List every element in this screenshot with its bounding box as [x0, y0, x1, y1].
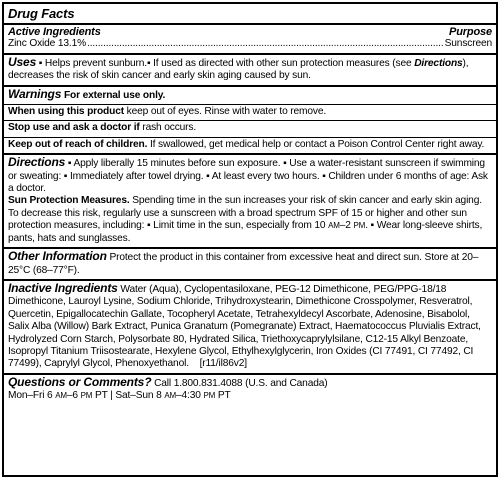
uses-heading: Uses	[8, 54, 37, 69]
questions-section	[4, 375, 496, 405]
drug-facts-panel	[2, 2, 498, 477]
when-using-row	[4, 105, 496, 121]
directions-text: ▪ Apply liberally 15 minutes before sun exposure. ▪ Use a water-resistant sunscreen if swimming or sweating: ▪ Immediately after towel drying. ▪ At least every two hours. ▪ Children under 6 months of age: Ask a doctor.	[8, 158, 488, 195]
when-using-label: When using this product	[8, 106, 124, 118]
active-ingredients-heading: Active Ingredients	[8, 26, 101, 38]
sun-protection-text-1: Spending time in the sun increases your risk of skin cancer and early skin aging. To decrease this risk, regularly use a sunscreen with a broad spectrum SPF of 15 or higher and other sun protection measures, including: ▪ Limit time in the sun, especially from 10	[8, 195, 482, 232]
warnings-subheading: For external use only.	[63, 89, 166, 101]
uses-directions-ref: Directions	[414, 57, 463, 69]
questions-heading: Questions or Comments?	[8, 374, 152, 389]
stop-use-label: Stop use and ask a doctor if	[8, 122, 140, 134]
other-information-section	[4, 249, 496, 281]
inactive-ingredients-section	[4, 281, 496, 375]
uses-text-2: ), decreases the risk of skin cancer and early skin aging caused by sun.	[8, 57, 469, 82]
active-ingredients-section	[4, 25, 496, 55]
dot-leader	[87, 38, 444, 50]
inactive-ingredients-text: Water (Aqua), Cyclopentasiloxane, PEG-12 Dimethicone, PEG/PPG-18/18 Dimethicone, Lauroyl Lysine, Sodium Chloride, Trihydroxystearin, Dimethicone Crosspolymer, Resveratrol, Quercetin, Epigallocatechin Gallate, Tocopheryl Acetate, Tetrahexyldecyl Ascorbate, Adenosine, Bisabolol, Salix Alba (Willow) Bark Extract, Punica Granatum (Pomegranate) Extract, Haematococcus Pluvialis Extract, Hydrolyzed Corn Starch, Polysorbate 80, Hydrated Silica, Triethoxycaprylylsilane, C12-15 Alkyl Benzoate, Isopropyl Titanium Triisostearate, Hexylene Glycol, Ethylhexylglycerin, Iron Oxides (CI 77491, CI 77492, CI 77499), Caprylyl Glycol, Phenoxyethanol.	[8, 283, 481, 370]
inactive-ingredients-heading: Inactive Ingredients	[8, 280, 118, 295]
keep-out-label: Keep out of reach of children.	[8, 138, 148, 150]
uses-section	[4, 55, 496, 87]
hours-dash-1: –6	[66, 390, 81, 402]
stop-use-row	[4, 121, 496, 137]
sun-protection-label: Sun Protection Measures.	[8, 195, 130, 207]
active-header-row	[8, 26, 492, 38]
stop-use-text: rash occurs.	[139, 122, 197, 134]
active-ingredient-name: Zinc Oxide 13.1%	[8, 38, 87, 50]
hours-dash-2: –4:30	[176, 390, 204, 402]
hours-weekday: Mon–Fri 6	[8, 390, 56, 402]
directions-heading: Directions	[8, 155, 66, 170]
inactive-ingredients-code: [r11/il86v2]	[199, 358, 247, 370]
other-information-text: Protect the product in this container from excessive heat and direct sun. Store at 20–25°C (68–77°F).	[8, 252, 479, 276]
hours-pm-2: PM	[203, 391, 216, 401]
hours-weekend: PT | Sat–Sun 8	[92, 390, 165, 402]
hours-am-1: AM	[55, 391, 67, 401]
hours-pm-1: PM	[80, 391, 93, 401]
when-using-text: keep out of eyes. Rinse with water to remove.	[123, 106, 327, 118]
active-ingredient-row	[8, 38, 492, 50]
time-dash: –2	[339, 220, 354, 232]
other-information-heading: Other Information	[8, 249, 107, 264]
questions-phone: Call 1.800.831.4088 (U.S. and Canada)	[151, 377, 328, 389]
keep-out-row	[4, 138, 496, 155]
warnings-heading: Warnings	[8, 86, 62, 101]
uses-text-1: ▪ Helps prevent sunburn.▪ If used as directed with other sun protection measures (see	[38, 57, 415, 69]
am-label: AM	[328, 221, 340, 231]
active-ingredient-purpose: Sunscreen	[444, 38, 492, 50]
sun-protection-text-2: . ▪ Wear long-sleeve shirts, pants, hats and sunglasses.	[8, 220, 483, 244]
purpose-heading: Purpose	[449, 26, 492, 38]
warnings-heading-row	[4, 87, 496, 105]
keep-out-text: If swallowed, get medical help or contact a Poison Control Center right away.	[147, 138, 485, 150]
hours-end: PT	[215, 390, 231, 402]
hours-am-2: AM	[164, 391, 177, 401]
directions-section	[4, 155, 496, 249]
drug-facts-title: Drug Facts	[4, 4, 496, 25]
pm-label: PM	[353, 221, 366, 231]
